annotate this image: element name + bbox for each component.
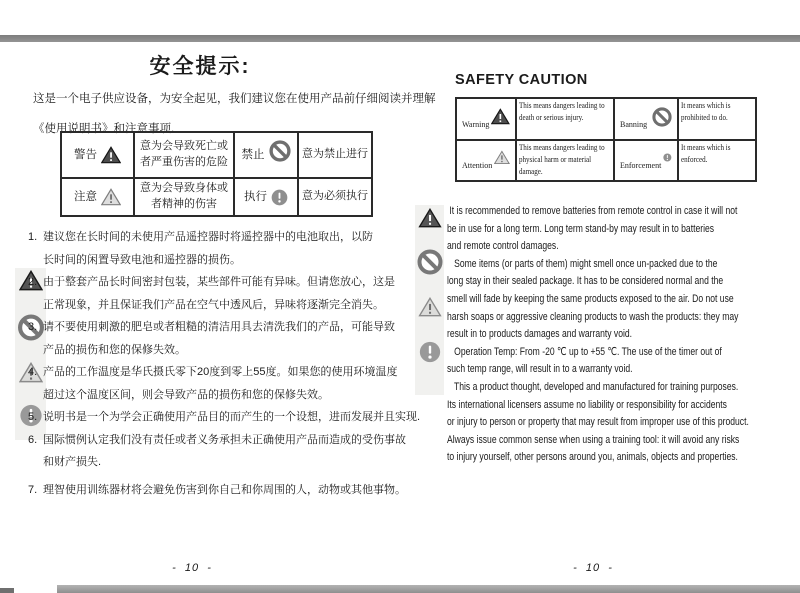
attention-triangle-icon [494,149,510,166]
warning-triangle-icon [101,146,121,164]
exclamation-circle-icon [419,341,441,363]
cn-notice-list [28,226,421,501]
page-number-right: - 10 - [573,562,613,574]
en-enforcement-label: Enforcement [620,160,662,170]
en-enforcement-desc: It means which is enforced. [681,143,731,164]
scan-top-edge [0,35,800,42]
cn-page-title: 安全提示: [149,55,251,78]
prohibition-icon [417,249,443,275]
list-item: 5. 说明书是一个为学会正确使用产品目的而产生的一个设想，进而发展并且实现. [28,411,421,423]
table-row [456,98,756,140]
body-line: Always issue common sense when using a training tool: it will avoid any risks [447,433,740,446]
attention-triangle-icon [418,297,441,317]
cn-intro-line: 《使用说明书》和注意事项. [33,123,175,135]
body-line: This a product thought, developed and manufactured for training purposes. [447,380,739,393]
list-item: 3. 请不要使用刺激的肥皂或者粗糙的清洁用具去清洗我们的产品，可能导致 产品的损伤和您的保修失效。 [28,321,395,356]
body-line: result in to products damages and warranty void. [447,328,633,341]
list-item: 1. 建议您在长时间的未使用产品遥控器时将遥控器中的电池取出，以防 长时间的闲置导致电池和遥控器的损伤。 [28,231,373,266]
warning-triangle-icon [491,108,510,125]
body-line: such temp range, will result in to a warranty void. [447,363,633,376]
cn-warning-desc: 意为会导致死亡或者严重伤害的危险 [134,132,234,178]
list-item: 4. 产品的工作温度是华氏摄氏零下20度到零上55度。如果您的使用环境温度 超过这个温度区间，则会导致产品的损伤和您的保修失效。 [28,366,398,401]
cn-warning-label: 警告 [74,148,97,161]
body-line: and remote control damages. [447,240,559,253]
scan-bottom-edge [57,585,800,593]
page-number-left: - 10 - [172,562,212,574]
warning-triangle-icon [418,208,441,228]
en-warning-label: Warning [462,119,490,129]
cn-banning-label: 禁止 [241,148,265,161]
list-item: 7. 理智使用训练器材将会避免伤害到你自己和你周围的人，动物或其他事物。 [28,483,406,496]
body-line: It is recommended to remove batteries from remote control in case it will not [447,205,738,217]
body-line: long stay in their sealed package. It has to be considered normal and the [447,275,724,288]
en-banning-desc: It means which is prohibited to do. [681,101,731,122]
cn-enforcement-label: 执行 [244,190,267,203]
attention-triangle-icon [101,188,121,206]
prohibition-icon [269,140,291,162]
table-row [456,140,756,181]
body-line: or injury to person or property that may result from improper use of this product. [447,416,749,429]
scan-corner-mark [0,588,14,593]
body-line: Operation Temp: From -20 ℃ up to +55 ℃. The use of the timer out of [447,345,722,358]
exclamation-circle-icon [663,150,672,165]
cn-intro-line: 这是一个电子供应设备，为安全起见，我们建议您在使用产品前仔细阅读并理解 [33,93,436,105]
body-line: Some items (or parts of them) might smell once un-packed due to the [447,257,718,270]
en-page-title: SAFETY CAUTION [455,72,588,88]
body-line: Its international licensers assume no liability or responsibility for accidents [447,398,727,411]
body-line: harsh soaps or aggressive cleaning products to wash the products: they may [447,310,739,323]
list-item: 2. 由于整套产品长时间密封包装，某些部件可能有异味。但请您放心，这是 正常现象，并且保证我们产品在空气中透风后，异味将逐渐完全消失。 [28,276,395,311]
en-body-text [447,203,800,467]
exclamation-circle-icon [271,189,288,206]
table-row [61,178,372,216]
en-warning-desc: This means dangers leading to death or serious injury. [519,101,605,122]
prohibition-icon [652,107,672,127]
table-row [61,132,372,178]
cn-attention-desc: 意为会导致身体或者精神的伤害 [134,178,234,216]
en-attention-label: Attention [462,161,493,170]
en-margin-icon-strip [415,205,444,395]
body-line: smell will fade by keeping the same products exposed to the air. Do not use [447,292,734,305]
cn-enforcement-desc: 意为必须执行 [298,178,372,216]
body-line: to injury yourself, other persons around you, animals, objects and properties. [447,451,738,464]
body-line: be in use for a long term. Long term stand-by may result in to batteries [447,222,715,235]
cn-attention-label: 注意 [74,190,97,203]
cn-banning-desc: 意为禁止进行 [298,132,372,178]
en-caution-table [455,97,757,182]
en-attention-desc: This means dangers leading to physical harm or material damage. [519,143,605,176]
list-item: 6. 国际惯例认定我们没有责任或者义务承担未正确使用产品而造成的受伤事故 和财产损失. [28,433,406,468]
cn-caution-table [60,131,373,217]
en-banning-label: Banning [620,120,648,129]
